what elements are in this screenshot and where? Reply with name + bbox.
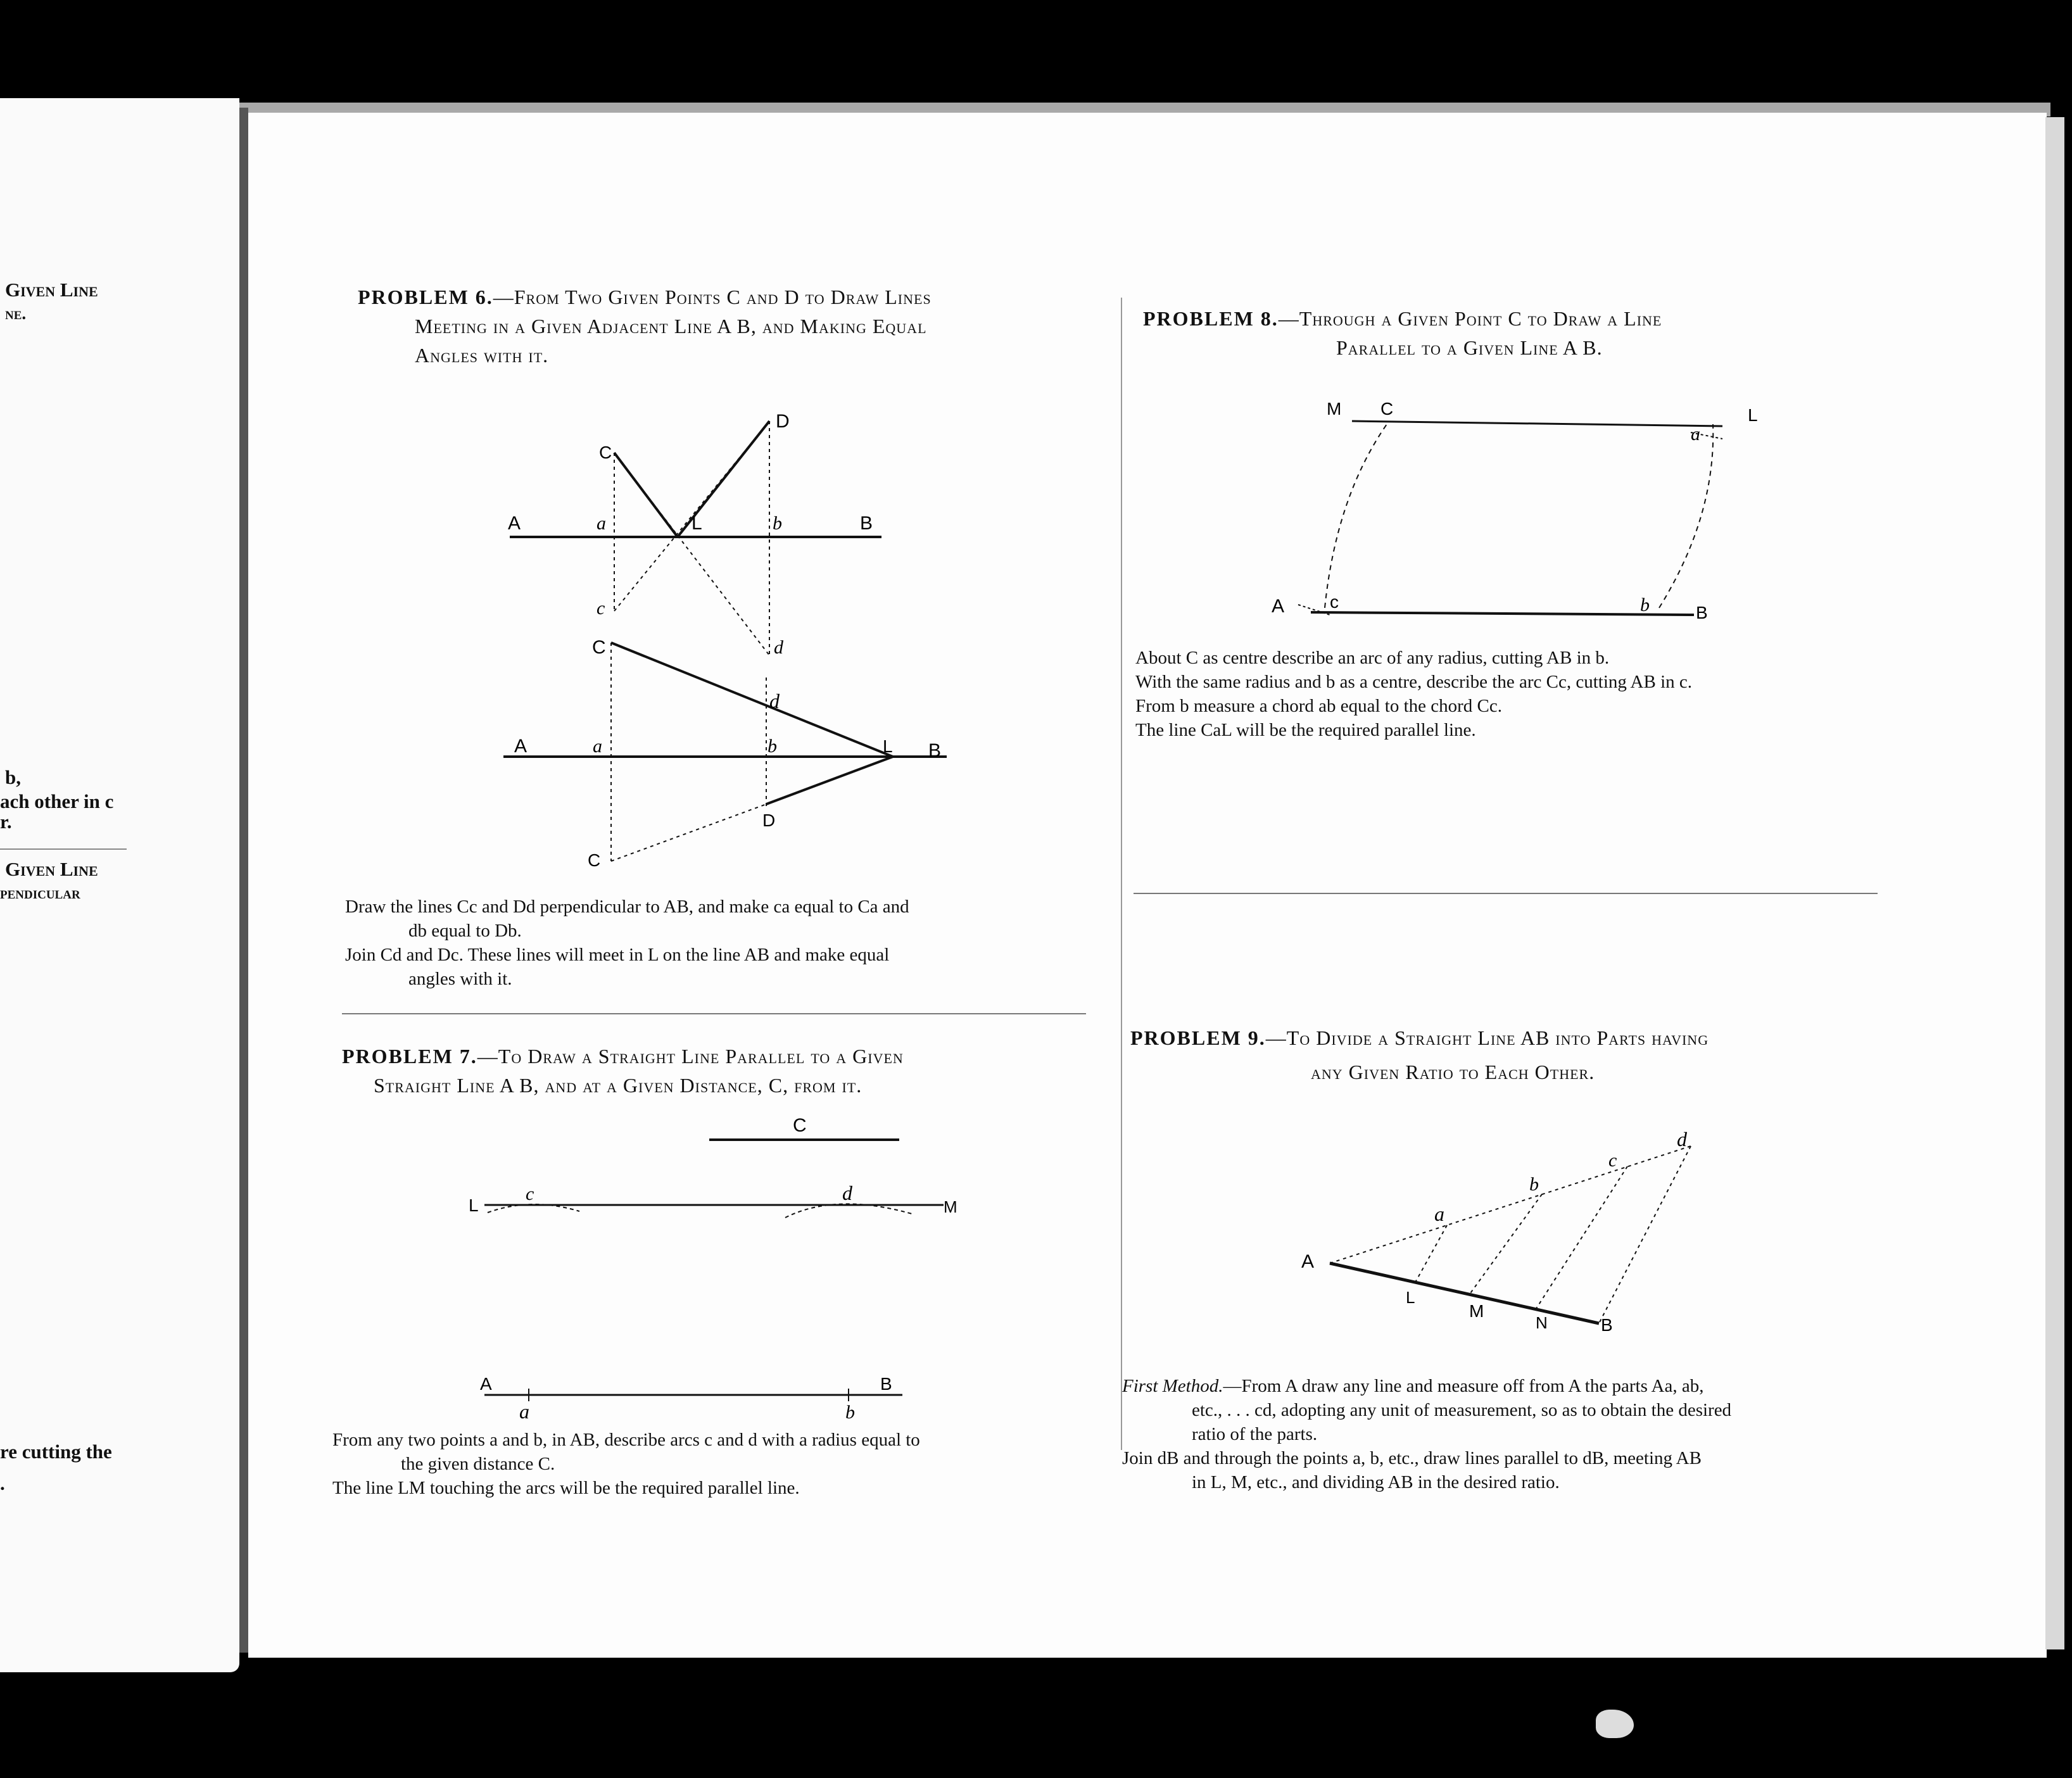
problem9-method-label: First Method. [1122, 1376, 1223, 1396]
label-a: a [519, 1400, 529, 1423]
problem7-text [332, 1428, 1099, 1500]
left-fragment: re cutting the [0, 1441, 112, 1463]
left-page [0, 98, 239, 1672]
problem9-number: PROBLEM 9. [1130, 1026, 1266, 1049]
label-B: B [880, 1374, 892, 1394]
left-fragment: ach other in c [0, 790, 114, 812]
line-AB [1311, 612, 1694, 615]
label-b: b [768, 736, 777, 757]
label-A: A [480, 1374, 492, 1394]
label-A: A [1301, 1251, 1315, 1272]
label-d: d [774, 637, 783, 658]
problem9-title-2: any Given Ratio to Each Other. [1311, 1061, 1595, 1083]
left-fragment: Given Line [5, 858, 98, 880]
label-c: c [1330, 592, 1339, 612]
problem8-text-4: The line CaL will be the required parallel line. [1135, 720, 1476, 740]
label-b: b [1640, 595, 1650, 615]
arc-Cc [1325, 424, 1387, 608]
arc-ab [1659, 424, 1713, 608]
label-B: B [928, 740, 942, 761]
label-d: d [769, 690, 780, 712]
problem7-title-1: —To Draw a Straight Line Parallel to a Given [477, 1045, 904, 1068]
problem6-text-1b: db equal to Db. [408, 921, 522, 941]
line-Cd-extended [611, 643, 893, 757]
label-c: c [526, 1183, 534, 1204]
label-L: L [1748, 405, 1758, 425]
label-B: B [1696, 603, 1708, 622]
label-c: C [588, 850, 601, 870]
label-d: d [1677, 1128, 1687, 1151]
problem7-text-1a: From any two points a and b, in AB, describe arcs c and d with a radius equal to [332, 1430, 920, 1450]
left-fragment: b, [5, 766, 21, 788]
label-M: M [944, 1197, 957, 1216]
problem6-title-2: Meeting in a Given Adjacent Line A B, and Making Equal [415, 315, 927, 337]
label-C: C [599, 443, 612, 462]
label-C: C [592, 637, 606, 658]
label-c: c [597, 598, 605, 619]
problem6-text [345, 895, 1092, 991]
label-L: L [1406, 1288, 1415, 1307]
label-L: L [692, 513, 702, 534]
label-d: d [842, 1182, 852, 1204]
problem9-text-1c: ratio of the parts. [1192, 1424, 1318, 1444]
label-C: C [793, 1115, 807, 1136]
label-D: D [776, 411, 790, 432]
left-fragment: r. [0, 810, 12, 833]
problem8-text-1: About C as centre describe an arc of any radius, cutting AB in b. [1135, 648, 1610, 668]
label-b: b [1529, 1174, 1539, 1195]
problem8-heading [1143, 304, 1897, 362]
left-fragment: . [0, 1472, 5, 1494]
problem7-title-2: Straight Line A B, and at a Given Distance, C, from it. [374, 1074, 862, 1097]
problem6-title-3: Angles with it. [415, 344, 549, 367]
parallel-bM [1469, 1194, 1542, 1295]
problem6-title-1: —From Two Given Points C and D to Draw Lines [493, 286, 932, 308]
problem7-figure [456, 1111, 975, 1428]
section-divider [342, 1013, 1086, 1014]
problem7-text-1b: the given distance C. [401, 1454, 555, 1474]
label-a: a [1434, 1202, 1444, 1225]
label-L: L [883, 736, 893, 756]
parallel-cN [1536, 1166, 1627, 1309]
label-b: b [845, 1402, 855, 1423]
left-rule [0, 848, 127, 850]
problem9-text-2b: in L, M, etc., and dividing AB in the desired ratio. [1192, 1472, 1560, 1492]
problem8-title-1: —Through a Given Point C to Draw a Line [1278, 307, 1662, 330]
problem9-title-1: —To Divide a Straight Line AB into Parts having [1265, 1026, 1709, 1049]
label-c: c [1608, 1150, 1617, 1171]
line-LD [766, 757, 893, 804]
label-N: N [1536, 1313, 1548, 1332]
problem9-text [1122, 1374, 1901, 1494]
problem9-text-1b: etc., . . . cd, adopting any unit of measurement, so as to obtain the desired [1192, 1400, 1732, 1420]
left-fragment: Given Line [5, 279, 98, 301]
left-fragment: ne. [5, 304, 27, 323]
problem6-text-1a: Draw the lines Cc and Dd perpendicular to AB, and make ca equal to Ca and [345, 897, 909, 917]
label-a: a [593, 736, 602, 757]
label-B: B [860, 513, 873, 534]
line-Ad [1330, 1146, 1691, 1263]
problem8-number: PROBLEM 8. [1143, 307, 1279, 330]
label-a: a [1691, 424, 1700, 445]
label-D: D [762, 810, 776, 830]
problem6-text-2b: angles with it. [408, 969, 512, 989]
arc-d [785, 1204, 912, 1218]
label-A: A [1272, 596, 1285, 617]
label-A: A [514, 736, 527, 757]
problem8-text-2: With the same radius and b as a centre, describe the arc Cc, cutting AB in c. [1135, 672, 1693, 692]
parallel-aL [1415, 1225, 1447, 1282]
problem9-heading [1130, 1021, 1890, 1089]
line-AB [1330, 1263, 1599, 1323]
problem7-text-2: The line LM touching the arcs will be the required parallel line. [332, 1478, 800, 1498]
problem6-heading [358, 282, 1105, 370]
problem7-heading [342, 1042, 1096, 1100]
label-B: B [1601, 1315, 1613, 1335]
problem6-text-2a: Join Cd and Dc. These lines will meet in L on the line AB and make equal [345, 945, 890, 965]
label-C: C [1380, 399, 1394, 419]
line-dB [1599, 1146, 1691, 1323]
problem9-figure [1286, 1127, 1741, 1342]
section-divider [1134, 893, 1878, 894]
problem9-text-1a: —From A draw any line and measure off from A the parts Aa, ab, [1223, 1376, 1704, 1396]
problem6-figure [494, 405, 975, 886]
problem9-text-2a: Join dB and through the points a, b, etc., draw lines parallel to dB, meeting AB [1122, 1448, 1702, 1468]
problem7-number: PROBLEM 7. [342, 1045, 477, 1068]
problem8-title-2: Parallel to a Given Line A B. [1336, 336, 1603, 359]
line-CaL [1352, 421, 1722, 426]
label-L: L [469, 1195, 479, 1215]
label-b: b [773, 513, 782, 534]
page-gutter [239, 108, 248, 1653]
label-M: M [1327, 399, 1342, 419]
page-right-edge [2045, 117, 2064, 1649]
label-A: A [508, 513, 521, 534]
label-M: M [1469, 1301, 1484, 1321]
line-cD [611, 804, 766, 861]
paper-defect [1596, 1710, 1634, 1738]
problem6-number: PROBLEM 6. [358, 286, 493, 308]
column-divider [1121, 298, 1122, 1450]
problem8-figure [1260, 389, 1779, 630]
label-a: a [597, 513, 606, 534]
left-fragment: pendicular [0, 883, 80, 902]
problem8-text [1135, 646, 1895, 742]
problem8-text-3: From b measure a chord ab equal to the chord Cc. [1135, 696, 1503, 716]
